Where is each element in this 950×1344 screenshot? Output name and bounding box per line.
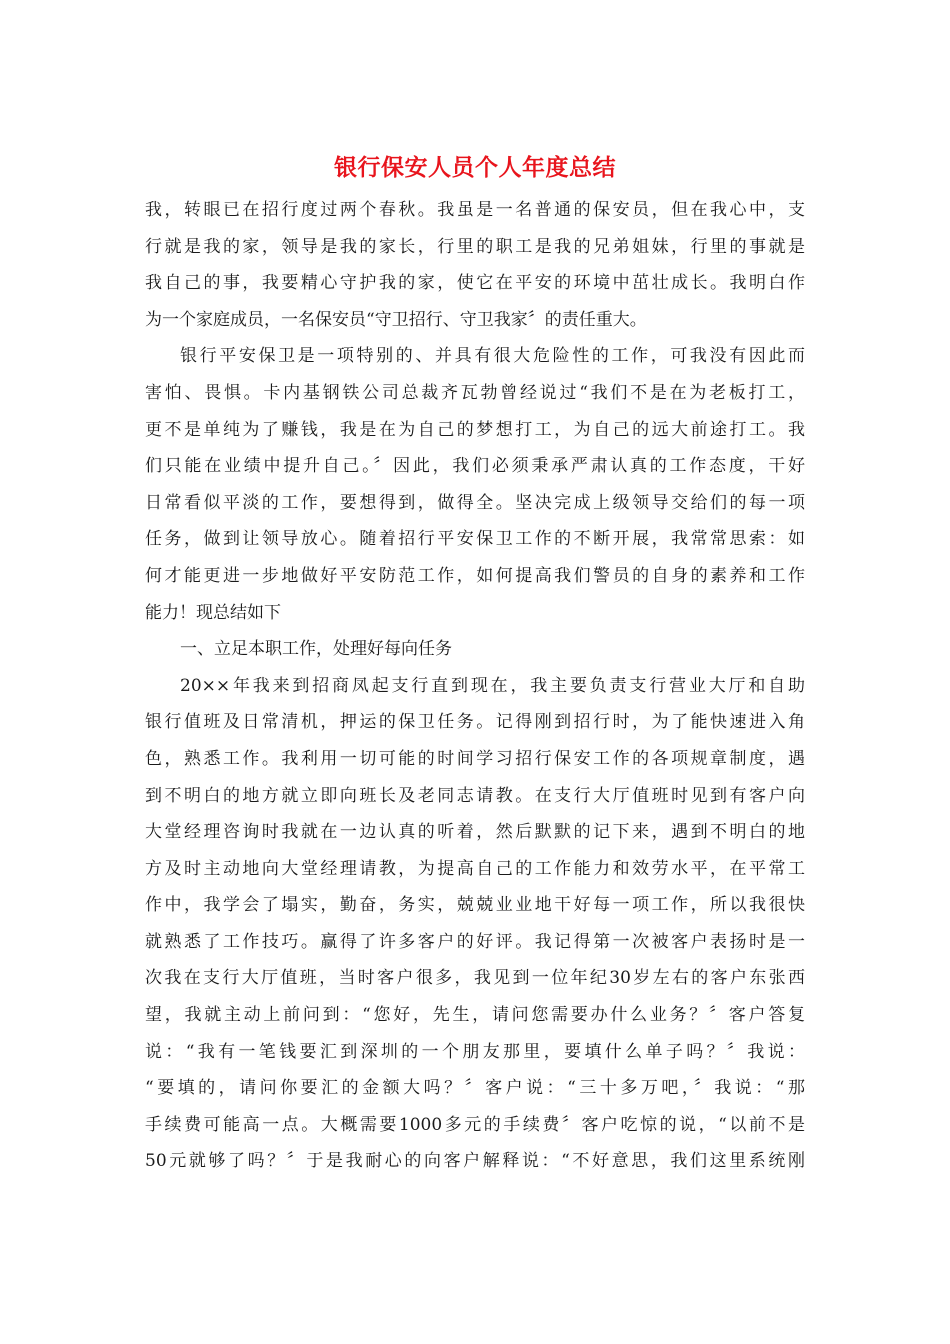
text-line: 们只能在业绩中提升自己。〞因此，我们必须秉承严肃认真的工作态度，干好	[145, 456, 805, 477]
text-line: 说：“我有一笔钱要汇到深圳的一个朋友那里，要填什么单子吗？〞我说：	[145, 1041, 805, 1062]
document-title: 银行保安人员个人年度总结	[334, 154, 616, 181]
text-line: 次我在支行大厅值班，当时客户很多，我见到一位年纪30岁左右的客户东张西	[145, 968, 805, 989]
text-line: 为一个家庭成员，一名保安员“守卫招行、守卫我家〞的责任重大。	[145, 309, 647, 330]
text-line: “要填的，请问你要汇的金额大吗？〞客户说：“三十多万吧，〞我说：“那	[145, 1078, 805, 1099]
text-line: 银行平安保卫是一项特别的、并具有很大危险性的工作，可我没有因此而	[180, 346, 805, 367]
text-line: 何才能更进一步地做好平安防范工作，如何提高我们警员的自身的素养和工作	[145, 565, 805, 586]
text-line: 一、立足本职工作，处理好每向任务	[180, 639, 452, 660]
text-line: 我，转眼已在招行度过两个春秋。我虽是一名普通的保安员，但在我心中，支	[145, 200, 805, 220]
text-line: 方及时主动地向大堂经理请教，为提高自己的工作能力和效劳水平，在平常工	[145, 858, 805, 879]
text-line: 行就是我的家，领导是我的家长，行里的职工是我的兄弟姐妹，行里的事就是	[145, 236, 805, 257]
text-line: 任务，做到让领导放心。随着招行平安保卫工作的不断开展，我常常思索：如	[145, 529, 805, 550]
text-line: 能力！现总结如下	[145, 602, 281, 623]
text-line: 日常看似平淡的工作，要想得到，做得全。坚决完成上级领导交给们的每一项	[145, 492, 805, 513]
text-line: 就熟悉了工作技巧。赢得了许多客户的好评。我记得第一次被客户表扬时是一	[145, 931, 805, 952]
text-line: 到不明白的地方就立即向班长及老同志请教。在支行大厅值班时见到有客户向	[145, 785, 805, 806]
text-line: 望，我就主动上前问到：“您好，先生，请问您需要办什么业务？〞客户答复	[145, 1005, 805, 1026]
document-body	[145, 192, 805, 1180]
text-line: 我自己的事，我要精心守护我的家，使它在平安的环境中茁壮成长。我明白作	[145, 273, 805, 294]
text-line: 银行值班及日常清机，押运的保卫任务。记得刚到招行时，为了能快速进入角	[145, 712, 805, 733]
text-line: 手续费可能高一点。大概需要1000多元的手续费〞客户吃惊的说，“以前不是	[145, 1114, 805, 1135]
text-line: 50元就够了吗？〞于是我耐心的向客户解释说：“不好意思，我们这里系统刚	[145, 1151, 805, 1172]
text-line: 害怕、畏惧。卡内基钢铁公司总裁齐瓦勃曾经说过“我们不是在为老板打工，	[145, 382, 805, 403]
text-line: 大堂经理咨询时我就在一边认真的听着，然后默默的记下来，遇到不明白的地	[145, 822, 805, 843]
text-line: 作中，我学会了塌实，勤奋，务实，兢兢业业地干好每一项工作，所以我很快	[145, 895, 805, 916]
text-line: 20××年我来到招商凤起支行直到现在，我主要负责支行营业大厅和自助	[180, 675, 805, 696]
text-line: 更不是单纯为了赚钱，我是在为自己的梦想打工，为自己的远大前途打工。我	[145, 419, 805, 440]
text-line: 色，熟悉工作。我利用一切可能的时间学习招行保安工作的各项规章制度，遇	[145, 748, 805, 769]
